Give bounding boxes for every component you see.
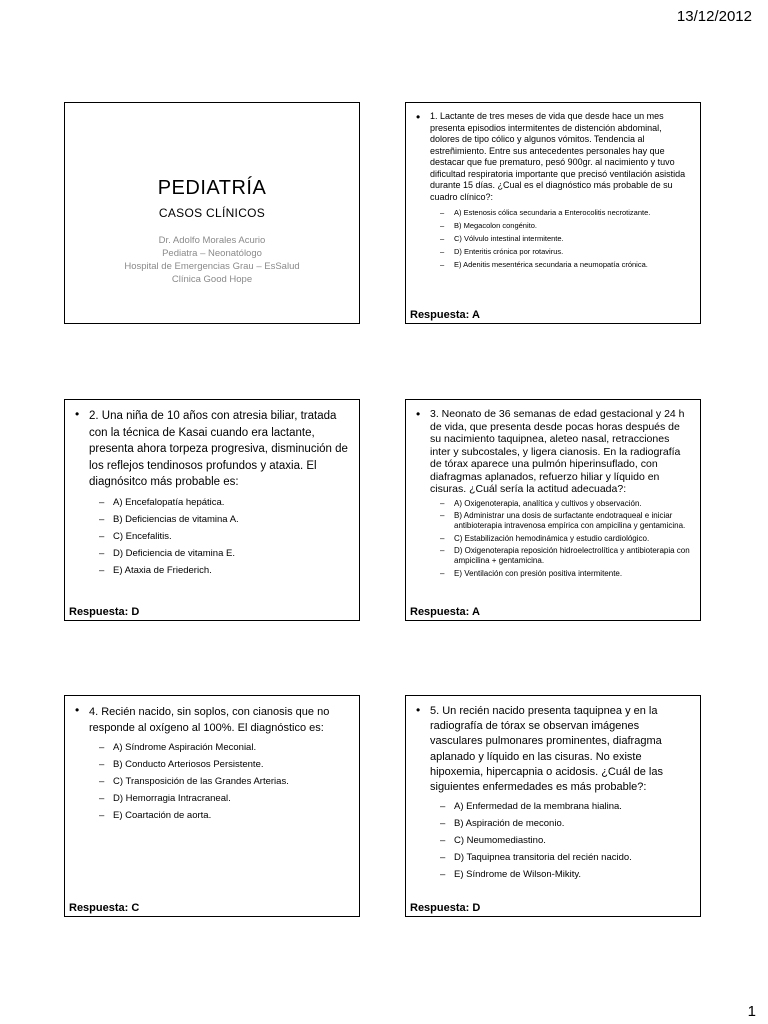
- option-item: [440, 245, 692, 258]
- dash-icon: –: [440, 818, 446, 830]
- bullet-icon: •: [416, 703, 421, 717]
- option-item: [440, 832, 692, 849]
- slide-title-heading: PEDIATRÍA: [157, 177, 267, 199]
- author-hospital: Hospital de Emergencias Grau – EsSalud: [124, 261, 300, 272]
- options-list: [440, 499, 692, 579]
- option-item: [99, 494, 351, 511]
- option-item: [440, 499, 692, 509]
- dash-icon: –: [440, 221, 445, 230]
- option-item: [440, 546, 692, 566]
- option-text: E) Adenitis mesentérica secundaria a neumopatía crónica.: [454, 260, 648, 269]
- dash-icon: –: [440, 208, 445, 217]
- author-specialty: Pediatra – Neonatólogo: [162, 248, 262, 259]
- question: [416, 111, 692, 203]
- option-text: B) Conducto Arteriosos Persistente.: [113, 759, 264, 770]
- option-text: A) Oxigenoterapia, analítica y cultivos y observación.: [454, 498, 642, 508]
- slide-title: [64, 102, 360, 324]
- option-text: D) Hemorragia Intracraneal.: [113, 793, 231, 804]
- dash-icon: –: [440, 247, 445, 256]
- option-item: [99, 790, 351, 807]
- dash-icon: –: [440, 533, 445, 543]
- dash-icon: –: [440, 852, 446, 864]
- dash-icon: –: [99, 547, 105, 559]
- answer-label: Respuesta: C: [69, 902, 140, 914]
- option-item: [99, 756, 351, 773]
- slide-question-3: [405, 399, 701, 621]
- option-item: [99, 528, 351, 545]
- option-text: D) Oxigenoterapia reposición hidroelectrolítica y antibioterapia con ampicilina + gentamicina.: [454, 546, 690, 565]
- bullet-icon: •: [416, 110, 421, 124]
- dash-icon: –: [440, 869, 446, 881]
- dash-icon: –: [440, 546, 445, 555]
- slide-question-4: [64, 695, 360, 917]
- options-list: [99, 739, 351, 824]
- slide-question-1: [405, 102, 701, 324]
- question-text: 3. Neonato de 36 semanas de edad gestacional y 24 h de vida, que presenta desde pocas horas después de su nacimiento taquipnea, aleteo nasal, retracciones inter y subcostales, y ligera cianosis. En la radiografía de tórax aparece una pulmón hiperinsuflado, con diafragmas aplanados, refuerzo hiliar y líquido en cisuras. ¿Cuál sería la actitud adecuada?:: [430, 408, 685, 495]
- option-item: [440, 258, 692, 271]
- question-text: 2. Una niña de 10 años con atresia biliar, tratada con la técnica de Kasai cuando era lactante, presenta ahora torpeza progresiva, disminución de los reflejos tendinosos profundos y ataxia. El diagnósitco más probable es:: [89, 410, 348, 488]
- option-text: D) Enteritis crónica por rotavirus.: [454, 247, 564, 256]
- dash-icon: –: [99, 742, 105, 753]
- slide-question-2: [64, 399, 360, 621]
- options-list: [440, 798, 692, 883]
- dash-icon: –: [99, 759, 105, 770]
- option-text: C) Estabilización hemodinámica y estudio cardiológico.: [454, 533, 650, 543]
- dash-icon: –: [99, 810, 105, 821]
- option-text: B) Aspiración de meconio.: [454, 818, 565, 830]
- options-list: [99, 494, 351, 579]
- option-item: [440, 232, 692, 245]
- option-item: [440, 534, 692, 544]
- print-date: 13/12/2012: [676, 8, 752, 25]
- option-item: [440, 511, 692, 531]
- option-text: D) Deficiencia de vitamina E.: [113, 547, 235, 559]
- slide-title-subheading: CASOS CLÍNICOS: [158, 206, 266, 220]
- option-item: [440, 866, 692, 883]
- option-text: D) Taquipnea transitoria del recién nacido.: [454, 852, 632, 864]
- option-text: E) Ataxia de Friederich.: [113, 564, 212, 576]
- dash-icon: –: [99, 513, 105, 525]
- option-item: [99, 562, 351, 579]
- option-text: C) Vólvulo intestinal intermitente.: [454, 234, 564, 243]
- dash-icon: –: [440, 234, 445, 243]
- author-name: Dr. Adolfo Morales Acurio: [158, 235, 266, 246]
- answer-label: Respuesta: A: [410, 606, 480, 618]
- dash-icon: –: [440, 835, 446, 847]
- author-clinic: Clínica Good Hope: [171, 274, 253, 285]
- option-text: B) Deficiencias de vitamina A.: [113, 513, 239, 525]
- dash-icon: –: [440, 568, 445, 578]
- dash-icon: –: [440, 801, 446, 813]
- option-text: A) Encefalopatía hepática.: [113, 496, 225, 508]
- option-text: E) Ventilación con presión positiva intermitente.: [454, 568, 623, 578]
- question: [75, 704, 351, 736]
- dash-icon: –: [99, 496, 105, 508]
- dash-icon: –: [440, 511, 445, 520]
- option-text: C) Transposición de las Grandes Arterias.: [113, 776, 289, 787]
- option-text: A) Enfermedad de la membrana hialina.: [454, 801, 622, 813]
- answer-label: Respuesta: A: [410, 309, 480, 321]
- answer-label: Respuesta: D: [410, 902, 481, 914]
- option-item: [99, 511, 351, 528]
- option-text: A) Estenosis cólica secundaria a Enterocolitis necrotizante.: [454, 208, 651, 217]
- question: [75, 408, 351, 491]
- option-item: [440, 798, 692, 815]
- option-text: A) Síndrome Aspiración Meconial.: [113, 742, 257, 753]
- dash-icon: –: [99, 793, 105, 804]
- option-item: [440, 815, 692, 832]
- option-item: [99, 807, 351, 824]
- question: [416, 704, 692, 795]
- option-item: [440, 219, 692, 232]
- slide-question-5: [405, 695, 701, 917]
- answer-label: Respuesta: D: [69, 606, 140, 618]
- bullet-icon: •: [416, 407, 421, 421]
- option-text: E) Síndrome de Wilson-Mikity.: [454, 869, 582, 881]
- option-item: [99, 545, 351, 562]
- options-list: [440, 206, 692, 271]
- option-text: C) Neumomediastino.: [454, 835, 546, 847]
- question-text: 4. Recién nacido, sin soplos, con cianosis que no responde al oxígeno al 100%. El diagnóstico es:: [89, 706, 330, 734]
- option-text: B) Administrar una dosis de surfactante endotraqueal e iniciar antibioterapia intravenosa empírica con ampicilina y gentamicina.: [454, 511, 686, 530]
- dash-icon: –: [440, 498, 445, 508]
- option-item: [99, 773, 351, 790]
- dash-icon: –: [440, 260, 445, 269]
- option-text: C) Encefalitis.: [113, 530, 172, 542]
- page-number: 1: [747, 1003, 756, 1020]
- author-block: [124, 234, 299, 286]
- bullet-icon: •: [75, 703, 80, 717]
- dash-icon: –: [99, 776, 105, 787]
- dash-icon: –: [99, 564, 105, 576]
- bullet-icon: •: [75, 407, 80, 421]
- option-item: [440, 206, 692, 219]
- option-item: [440, 849, 692, 866]
- question: [416, 408, 692, 496]
- option-item: [99, 739, 351, 756]
- option-text: B) Megacolon congénito.: [454, 221, 537, 230]
- option-item: [440, 569, 692, 579]
- question-text: 1. Lactante de tres meses de vida que desde hace un mes presenta episodios intermitentes de distención abdominal, dolores de tipo cólico y algunos vómitos. Tendencia al estreñimiento. Entre sus antecedentes personales hay que destacar que fue prematuro, pesó 900gr. al nacimiento y tuvo dificultad respiratoria importante que precisó ventilación asistida durante 15 días. ¿Cual es el diagnóstico más probable de su cuadro clínico?:: [430, 111, 686, 202]
- question-text: 5. Un recién nacido presenta taquipnea y en la radiografía de tórax se observan imágenes vasculares pulmonares prominentes, diafragma aplanado y líquido en las cisuras. No existe hipoxemia, hipercapnia o acidosis. ¿Cuál de las siguientes enfermedades es más probable?:: [430, 705, 663, 794]
- dash-icon: –: [99, 530, 105, 542]
- option-text: E) Coartación de aorta.: [113, 810, 212, 821]
